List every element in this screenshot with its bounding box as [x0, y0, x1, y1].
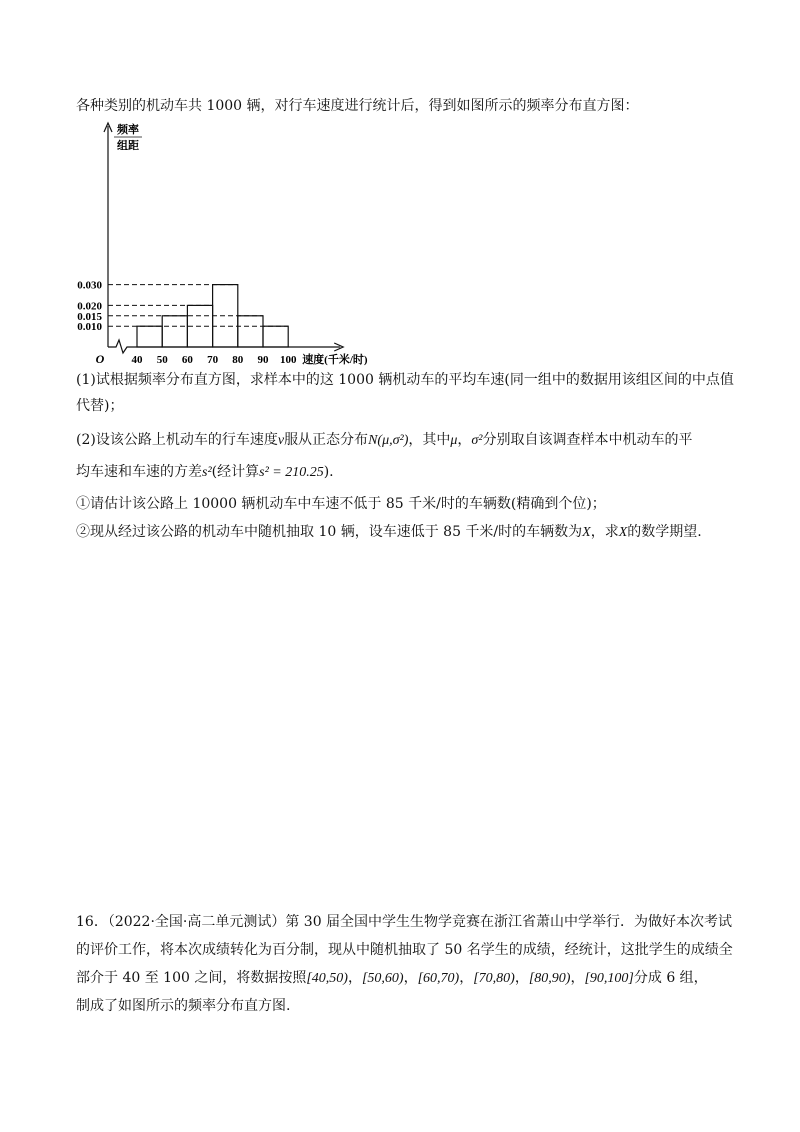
q2-ii-text-a: ②现从经过该公路的机动车中随机抽取 10 辆，设车速低于 85 千米/时的车辆数为: [76, 524, 583, 540]
q2-line2-text-b: (经计算: [211, 464, 260, 480]
problem15-intro: 各种类别的机动车共 1000 辆，对行车速度进行统计后，得到如图所示的频率分布直方图：: [76, 98, 639, 114]
problem16-line1: 16．（2022·全国·高二单元测试）第 30 届全国中学生生物学竞赛在浙江省萧山中学举行．为做好本次考试: [76, 914, 733, 930]
q2-ii-text-b: ，求: [590, 524, 619, 540]
q2-part-i: ①请估计该公路上 10000 辆机动车中车速不低于 85 千米/时的车辆数(精确到个位)；: [76, 496, 606, 512]
interval: [70,80): [473, 971, 515, 986]
interval: [80,90): [528, 971, 571, 986]
q2-text-a: (2)设该公路上机动车的行车速度: [76, 432, 278, 448]
separator: ，: [459, 970, 474, 986]
origin-label: O: [95, 352, 105, 366]
q2-ii-text-c: 的数学期望.: [627, 524, 702, 540]
separator: ，: [514, 970, 529, 986]
q2-text-c: ，其中: [408, 432, 451, 448]
x-tick-label: 40: [131, 354, 143, 366]
q2-line1: [76, 430, 693, 451]
problem16-line3-text-a: 部介于 40 至 100 之间，将数据按照: [76, 970, 307, 986]
separator: ，: [570, 970, 585, 986]
histogram-bar: [238, 316, 263, 347]
problem16-line2: 的评价工作，将本次成绩转化为百分制，现从中随机抽取了 50 名学生的成绩，经统计，这批学生的成绩全: [76, 942, 733, 958]
histogram-bar: [137, 326, 162, 347]
q2-text-d: ，: [457, 432, 472, 448]
normal-distribution: N(μ,σ²): [368, 433, 409, 448]
q2-part-ii: [76, 522, 702, 543]
frequency-histogram: [70, 118, 410, 368]
x-tick-label: 90: [257, 354, 269, 366]
s2-value: s² = 210.25: [259, 465, 324, 480]
interval: [60,70): [417, 971, 460, 986]
y-tick-label: 0.020: [77, 300, 102, 313]
x-axis-label: 速度(千米/时): [302, 354, 368, 366]
separator: ，: [403, 970, 418, 986]
var-v: v: [277, 433, 285, 448]
histogram-bar: [263, 326, 288, 347]
q2-line2: [76, 462, 334, 483]
var-sigma2: σ²: [471, 433, 483, 448]
var-mu: μ: [450, 433, 458, 448]
x-tick-label: 80: [232, 354, 244, 366]
separator: ，: [347, 970, 362, 986]
q2-text-b: 服从正态分布: [284, 432, 369, 448]
x-tick-label: 100: [279, 354, 297, 366]
x-tick-label: 70: [207, 354, 219, 366]
y-tick-label: 0.010: [77, 321, 102, 334]
interval: [50,60): [361, 971, 404, 986]
histogram-bar: [162, 316, 187, 347]
interval: [90,100]: [584, 971, 634, 986]
problem16-line4: 制成了如图所示的频率分布直方图.: [76, 998, 291, 1014]
y-axis-label-denominator: 组距: [117, 140, 139, 152]
q1-line1: (1)试根据频率分布直方图，求样本中的这 1000 辆机动车的平均车速(同一组中的数据用该组区间的中点值: [76, 372, 734, 388]
q1-line2: 代替)；: [76, 398, 124, 414]
q2-line2-text-c: ).: [323, 464, 334, 480]
var-x: X: [582, 525, 591, 540]
problem16-line3: [76, 968, 708, 989]
var-s2: s²: [202, 465, 212, 480]
y-tick-label: 0.015: [77, 310, 102, 323]
y-axis-label-numerator: 频率: [117, 124, 139, 136]
problem16-line3-text-b: 分成 6 组，: [633, 970, 708, 986]
x-tick-label: 50: [156, 354, 168, 366]
q2-text-e: 分别取自该调查样本中机动车的平: [482, 432, 693, 448]
var-x: X: [618, 525, 628, 540]
y-tick-label: 0.030: [77, 279, 102, 292]
interval: [40,50): [306, 971, 348, 986]
q2-line2-text-a: 均车速和车速的方差: [76, 464, 202, 480]
x-tick-label: 60: [181, 354, 193, 366]
